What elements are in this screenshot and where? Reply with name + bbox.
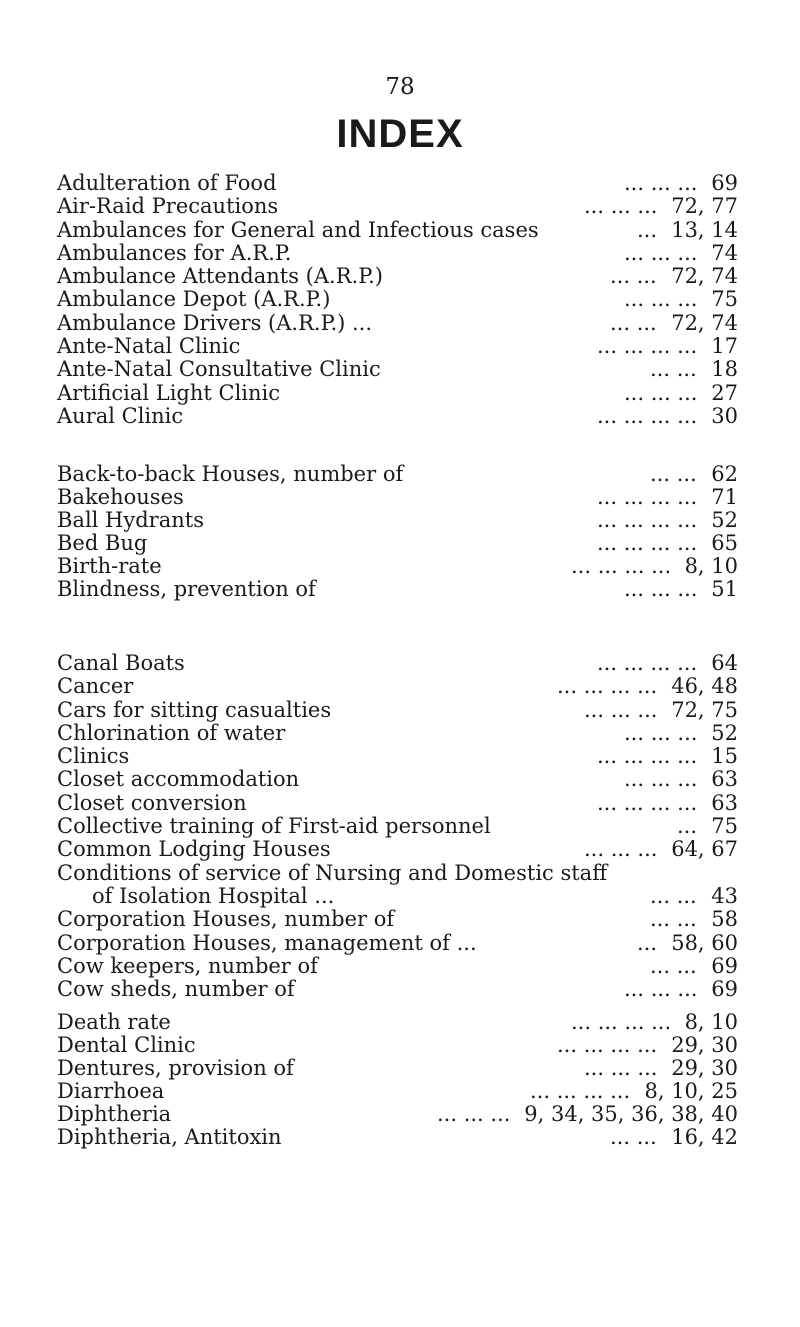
index-entry-label: Chlorination of water [57, 720, 286, 745]
index-entry [0, 908, 800, 931]
index-entry-label: Back-to-back Houses, number of [57, 462, 404, 486]
index-entry-label: Clinics [57, 744, 130, 769]
index-entry-pages: 43 [711, 883, 738, 908]
index-entry-pages: 17 [711, 334, 738, 359]
index-entry-label: Dentures, provision of [57, 1056, 294, 1080]
index-entry-leader: ... ... ... [624, 240, 698, 265]
index-entry-pages: 75 [711, 287, 738, 312]
index-entry-label: Ambulances for General and Infectious cases [57, 217, 539, 242]
index-entry-pages: 18 [711, 357, 738, 382]
index-entry [0, 382, 800, 405]
index-entry-pages: 65 [711, 531, 738, 555]
index-entry [0, 486, 800, 509]
index-entry-label: Conditions of service of Nursing and Domestic staff [57, 860, 608, 885]
index-entry-pages: 74 [711, 240, 738, 265]
index-entry-leader: ... ... ... [624, 977, 698, 1002]
index-entry-leader: ... ... ... ... [557, 674, 658, 699]
index-entry-leader: ... ... ... [584, 194, 658, 219]
index-entry [0, 1034, 800, 1057]
index-entry-pages: 51 [711, 577, 738, 601]
index-entry [0, 1103, 800, 1126]
index-entry [0, 578, 800, 601]
index-entry-pages: 27 [711, 380, 738, 405]
index-entry [0, 195, 800, 218]
index-entry-pages: 8, 10, 25 [644, 1079, 738, 1103]
index-entry-leader: ... ... ... ... [571, 554, 672, 578]
index-entry-label: Corporation Houses, number of [57, 907, 395, 932]
index-entry-pages: 75 [711, 814, 738, 839]
index-entry-leader: ... ... [610, 1125, 657, 1149]
index-entry-leader: ... ... ... [624, 720, 698, 745]
index-entry-label: Common Lodging Houses [57, 837, 331, 862]
index-entry-leader: ... ... ... ... [597, 334, 698, 359]
index-entry [0, 932, 800, 955]
index-entry-leader: ... ... ... ... [597, 508, 698, 532]
index-entry [0, 288, 800, 311]
index-entry-label: of Isolation Hospital ... [92, 883, 335, 908]
index-entry-pages: 63 [711, 767, 738, 792]
index-entry-pages: 69 [711, 171, 738, 195]
index-entry [0, 699, 800, 722]
index-entry-pages: 29, 30 [671, 1056, 738, 1080]
index-entry-pages: 69 [711, 953, 738, 978]
index-entry [0, 722, 800, 745]
index-entry [0, 1080, 800, 1103]
index-entry [0, 1057, 800, 1080]
index-entry-leader: ... ... [650, 462, 697, 486]
index-entry [0, 555, 800, 578]
index-entry-label: Blindness, prevention of [57, 577, 316, 601]
index-entry-leader: ... ... [650, 953, 697, 978]
index-entry-leader: ... ... ... ... [597, 744, 698, 769]
index-entry [0, 978, 800, 1001]
index-entry-leader: ... ... ... [624, 577, 698, 601]
index-entry-leader: ... ... [610, 310, 657, 335]
index-entry-label: Closet accommodation [57, 767, 300, 792]
index-section-b [0, 463, 800, 601]
index-entry-leader: ... ... ... ... [571, 1010, 672, 1034]
index-entry-pages: 46, 48 [671, 674, 738, 699]
index-entry [0, 862, 800, 885]
index-entry-leader: ... ... ... [584, 1056, 658, 1080]
index-entry-pages: 15 [711, 744, 738, 769]
index-entry [0, 265, 800, 288]
index-entry-pages: 30 [711, 403, 738, 428]
index-entry-label: Ante-Natal Consultative Clinic [57, 357, 381, 382]
index-entry-label: Collective training of First-aid personnel [57, 814, 491, 839]
index-entry [0, 675, 800, 698]
index-entry-label: Diphtheria, Antitoxin [57, 1125, 282, 1149]
index-entry-label: Aural Clinic [57, 403, 184, 428]
index-entry-pages: 72, 74 [671, 310, 738, 335]
index-entry-pages: 64, 67 [671, 837, 738, 862]
index-entry-pages: 8, 10 [684, 1010, 738, 1034]
page-number: 78 [385, 74, 415, 100]
index-entry [0, 815, 800, 838]
index-entry-leader: ... ... ... ... [597, 403, 698, 428]
index-entry-pages: 69 [711, 977, 738, 1002]
index-entry-leader: ... [637, 217, 658, 242]
index-section-c [0, 652, 800, 1001]
index-entry-label: Diphtheria [57, 1102, 172, 1126]
index-entry-label: Ambulance Drivers (A.R.P.) ... [57, 310, 373, 335]
index-entry [0, 358, 800, 381]
index-entry-pages: 58, 60 [671, 930, 738, 955]
index-entry-leader: ... [677, 814, 698, 839]
index-entry-leader: ... ... [610, 264, 657, 289]
index-entry-label: Corporation Houses, management of ... [57, 930, 477, 955]
index-entry-label: Canal Boats [57, 651, 185, 675]
index-entry-pages: 64 [711, 651, 738, 675]
page-title: INDEX [336, 112, 464, 156]
index-entry-pages: 52 [711, 508, 738, 532]
index-entry [0, 242, 800, 265]
index-entry-leader: ... ... ... [437, 1102, 511, 1126]
index-entry-label: Bakehouses [57, 485, 184, 509]
index-entry-leader: ... ... ... ... [597, 651, 698, 675]
index-entry-label: Bed Bug [57, 531, 148, 555]
index-entry [0, 509, 800, 532]
index-entry-pages: 9, 34, 35, 36, 38, 40 [524, 1102, 738, 1126]
index-entry-label: Adulteration of Food [57, 171, 277, 195]
index-entry-label: Death rate [57, 1010, 171, 1034]
index-entry [0, 1011, 800, 1034]
index-entry-label: Diarrhoea [57, 1079, 165, 1103]
index-entry-label: Ambulance Attendants (A.R.P.) [57, 264, 383, 289]
index-entry-label: Artificial Light Clinic [57, 380, 281, 405]
index-entry [0, 312, 800, 335]
index-entry-pages: 13, 14 [671, 217, 738, 242]
index-entry-label: Ball Hydrants [57, 508, 204, 532]
index-entry-leader: ... ... ... [584, 697, 658, 722]
index-entry-pages: 16, 42 [671, 1125, 738, 1149]
index-entry-label: Ambulance Depot (A.R.P.) [57, 287, 331, 312]
index-entry [0, 885, 800, 908]
index-entry-label: Closet conversion [57, 790, 247, 815]
index-entry [0, 335, 800, 358]
index-entry-pages: 52 [711, 720, 738, 745]
index-entry-label: Birth-rate [57, 554, 162, 578]
index-entry-label: Air-Raid Precautions [57, 194, 279, 219]
index-entry [0, 172, 800, 195]
index-entry-leader: ... ... ... [624, 380, 698, 405]
index-entry-leader: ... ... ... ... [597, 531, 698, 555]
index-entry [0, 838, 800, 861]
index-entry [0, 219, 800, 242]
index-section-a [0, 172, 800, 428]
index-entry-pages: 72, 75 [671, 697, 738, 722]
index-entry-label: Dental Clinic [57, 1033, 196, 1057]
index-entry-pages: 72, 77 [671, 194, 738, 219]
index-entry [0, 652, 800, 675]
index-entry-pages: 72, 74 [671, 264, 738, 289]
index-entry-label: Cancer [57, 674, 134, 699]
index-entry-label: Cow sheds, number of [57, 977, 295, 1002]
index-entry-leader: ... ... ... ... [530, 1079, 631, 1103]
index-entry-pages: 71 [711, 485, 738, 509]
index-entry-leader: ... ... ... [624, 767, 698, 792]
index-entry-leader: ... [637, 930, 658, 955]
index-entry-leader: ... ... [650, 883, 697, 908]
index-entry-leader: ... ... [650, 907, 697, 932]
index-entry-leader: ... ... ... ... [597, 485, 698, 509]
index-entry-leader: ... ... ... ... [557, 1033, 658, 1057]
index-entry-pages: 58 [711, 907, 738, 932]
index-entry [0, 792, 800, 815]
index-entry-label: Ante-Natal Clinic [57, 334, 241, 359]
index-entry-leader: ... ... [650, 357, 697, 382]
index-entry [0, 768, 800, 791]
index-section-d [0, 1011, 800, 1149]
index-entry-leader: ... ... ... [624, 287, 698, 312]
index-entry-pages: 62 [711, 462, 738, 486]
index-entry-pages: 8, 10 [684, 554, 738, 578]
index-entry-leader: ... ... ... [584, 837, 658, 862]
index-entry [0, 463, 800, 486]
index-entry-label: Ambulances for A.R.P. [57, 240, 292, 265]
index-entry-leader: ... ... ... ... [597, 790, 698, 815]
index-entry [0, 1126, 800, 1149]
index-entry [0, 955, 800, 978]
index-entry-pages: 63 [711, 790, 738, 815]
index-entry-label: Cars for sitting casualties [57, 697, 332, 722]
index-entry-leader: ... ... ... [624, 171, 698, 195]
index-entry [0, 745, 800, 768]
index-entry-label: Cow keepers, number of [57, 953, 318, 978]
index-entry [0, 532, 800, 555]
index-entry [0, 405, 800, 428]
index-entry-pages: 29, 30 [671, 1033, 738, 1057]
